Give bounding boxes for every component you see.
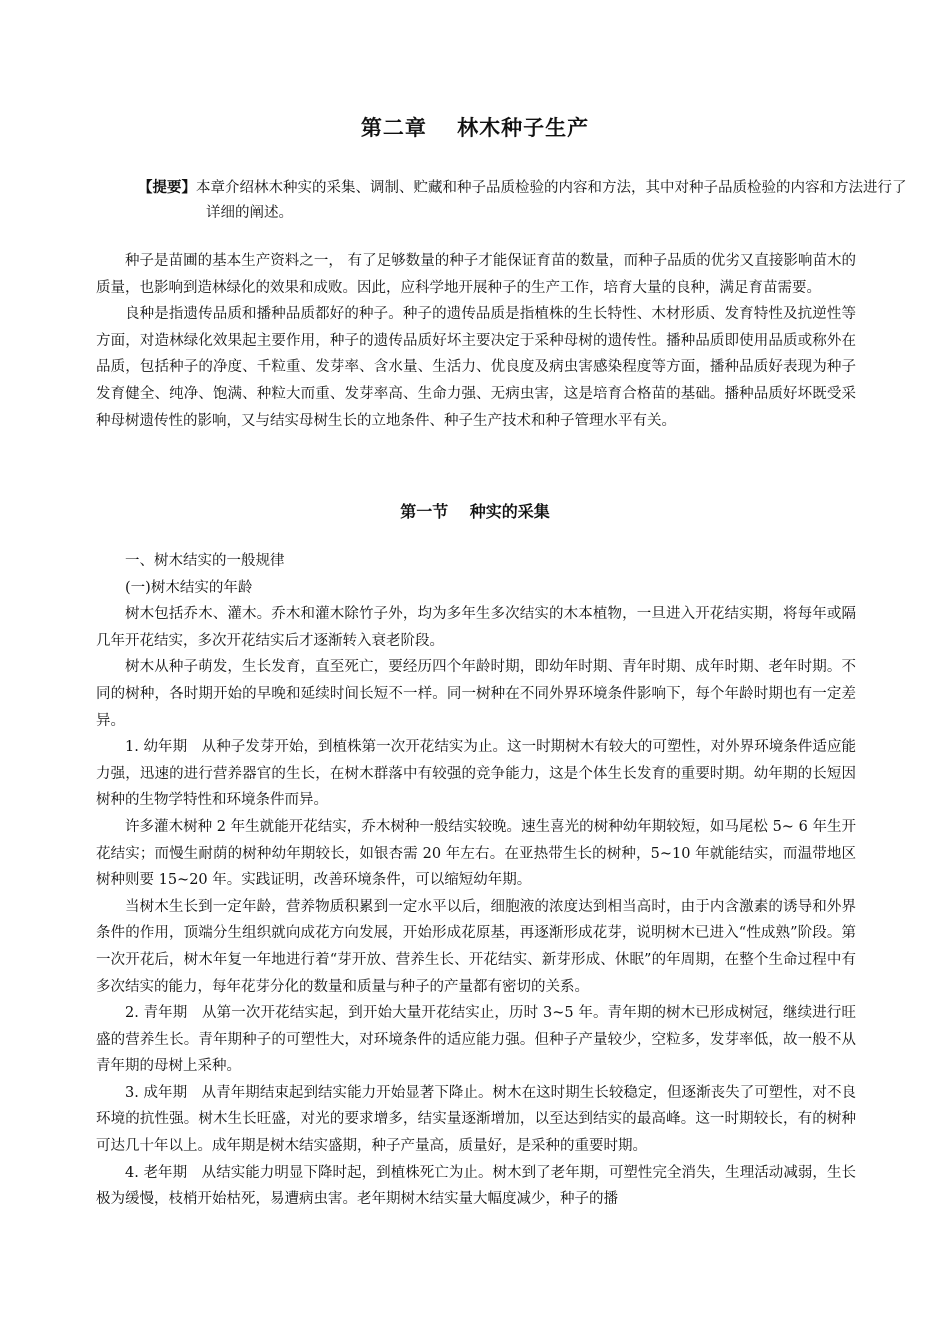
body-paragraph: 当树木生长到一定年龄，营养物质积累到一定水平以后，细胞液的浓度达到相当高时，由于内含激素的诱导和外界条件的作用，顶端分生组织就向成花方向发展，开始形成花原基，再逐渐形成花芽，说明树木已进入“性成熟”阶段。第一次开花后，树木年复一年地进行着“芽开放、营养生长、开花结实、新芽形成、休眠”的年周期，在整个生命过程中有多次结实的能力，每年花芽分化的数量和质量与种子的产量都有密切的关系。	[96, 898, 856, 995]
body-paragraph: 树木包括乔木、灌木。乔木和灌木除竹子外，均为多年生多次结实的木本植物，一旦进入开花结实期，将每年或隔几年开花结实，多次开花结实后才逐渐转入衰老阶段。	[96, 606, 856, 649]
body-paragraph: 树木从种子萌发，生长发育，直至死亡，要经历四个年龄时期，即幼年时期、青年时期、成年时期、老年时期。不同的树种，各时期开始的早晚和延续时间长短不一样。同一树种在不同外界环境条件影响下，每个年龄时期也有一定差异。	[96, 659, 856, 729]
abstract-text: 本章介绍林木种实的采集、调制、贮藏和种子品质检验的内容和方法，其中对种子品质检验的内容和方法进行了详细的阐述。	[196, 180, 907, 221]
section-heading-level2: (一)树木结实的年龄	[125, 579, 253, 596]
body-paragraph: 4. 老年期 从结实能力明显下降时起，到植株死亡为止。树木到了老年期，可塑性完全消失，生理活动减弱，生长极为缓慢，枝梢开始枯死，易遭病虫害。老年期树木结实量大幅度减少，种子的播	[96, 1164, 856, 1208]
abstract-tag: 【提要】	[138, 180, 196, 196]
section-title: 第一节 种实的采集	[400, 502, 550, 521]
intro-paragraph: 种子是苗圃的基本生产资料之一， 有了足够数量的种子才能保证育苗的数量，而种子品质的优劣又直接影响苗木的质量，也影响到造林绿化的效果和成败。因此，应科学地开展种子的生产工作，培育大量的良种，满足育苗需要。	[96, 253, 856, 296]
intro-text	[96, 248, 856, 434]
body-paragraph: 1. 幼年期 从种子发芽开始，到植株第一次开花结实为止。这一时期树木有较大的可塑性，对外界环境条件适应能力强，迅速的进行营养器官的生长，在树木群落中有较强的竞争能力，这是个体生长发育的重要时期。幼年期的长短因树种的生物学特性和环境条件而异。	[96, 739, 856, 809]
body-paragraph: 许多灌木树种 2 年生就能开花结实，乔木树种一般结实较晚。速生喜光的树种幼年期较短，如马尾松 5~ 6 年生开花结实；而慢生耐荫的树种幼年期较长，如银杏需 20 年左右。在亚热带生长的树种，5~10 年就能结实，而温带地区树种则要 15~20 年。实践证明，改善环境条件，可以缩短幼年期。	[96, 818, 856, 889]
body-paragraph: 3. 成年期 从青年期结束起到结实能力开始显著下降止。树木在这时期生长较稳定，但逐渐丧失了可塑性，对不良环境的抗性强。树木生长旺盛，对光的要求增多，结实量逐渐增加，以至达到结实的最高峰。这一时期较长，有的树种可达几十年以上。成年期是树木结实盛期，种子产量高，质量好，是采种的重要时期。	[96, 1084, 856, 1155]
intro-paragraph: 良种是指遗传品质和播种品质都好的种子。种子的遗传品质是指植株的生长特性、木材形质、发育特性及抗逆性等方面，对造林绿化效果起主要作用，种子的遗传品质好坏主要决定于采种母树的遗传性。播种品质即使用品质或称外在品质，包括种子的净度、千粒重、发芽率、含水量、生活力、优良度及病虫害感染程度等方面，播种品质好表现为种子发育健全、纯净、饱满、种粒大而重、发芽率高、生命力强、无病虫害，这是培育合格苗的基础。播种品质好坏既受采种母树遗传性的影响，又与结实母树生长的立地条件、种子生产技术和种子管理水平有关。	[96, 306, 856, 429]
section-heading-level1: 一、树木结实的一般规律	[125, 553, 285, 569]
section-body	[96, 548, 856, 1213]
chapter-title: 第二章 林木种子生产	[360, 116, 590, 140]
body-paragraph: 2. 青年期 从第一次开花结实起，到开始大量开花结实止，历时 3~5 年。青年期的树木已形成树冠，继续进行旺盛的营养生长。青年期种子的可塑性大，对环境条件的适应能力强。但种子产量较少，空粒多，发芽率低，故一般不从青年期的母树上采种。	[96, 1005, 856, 1075]
chapter-abstract	[138, 176, 918, 226]
